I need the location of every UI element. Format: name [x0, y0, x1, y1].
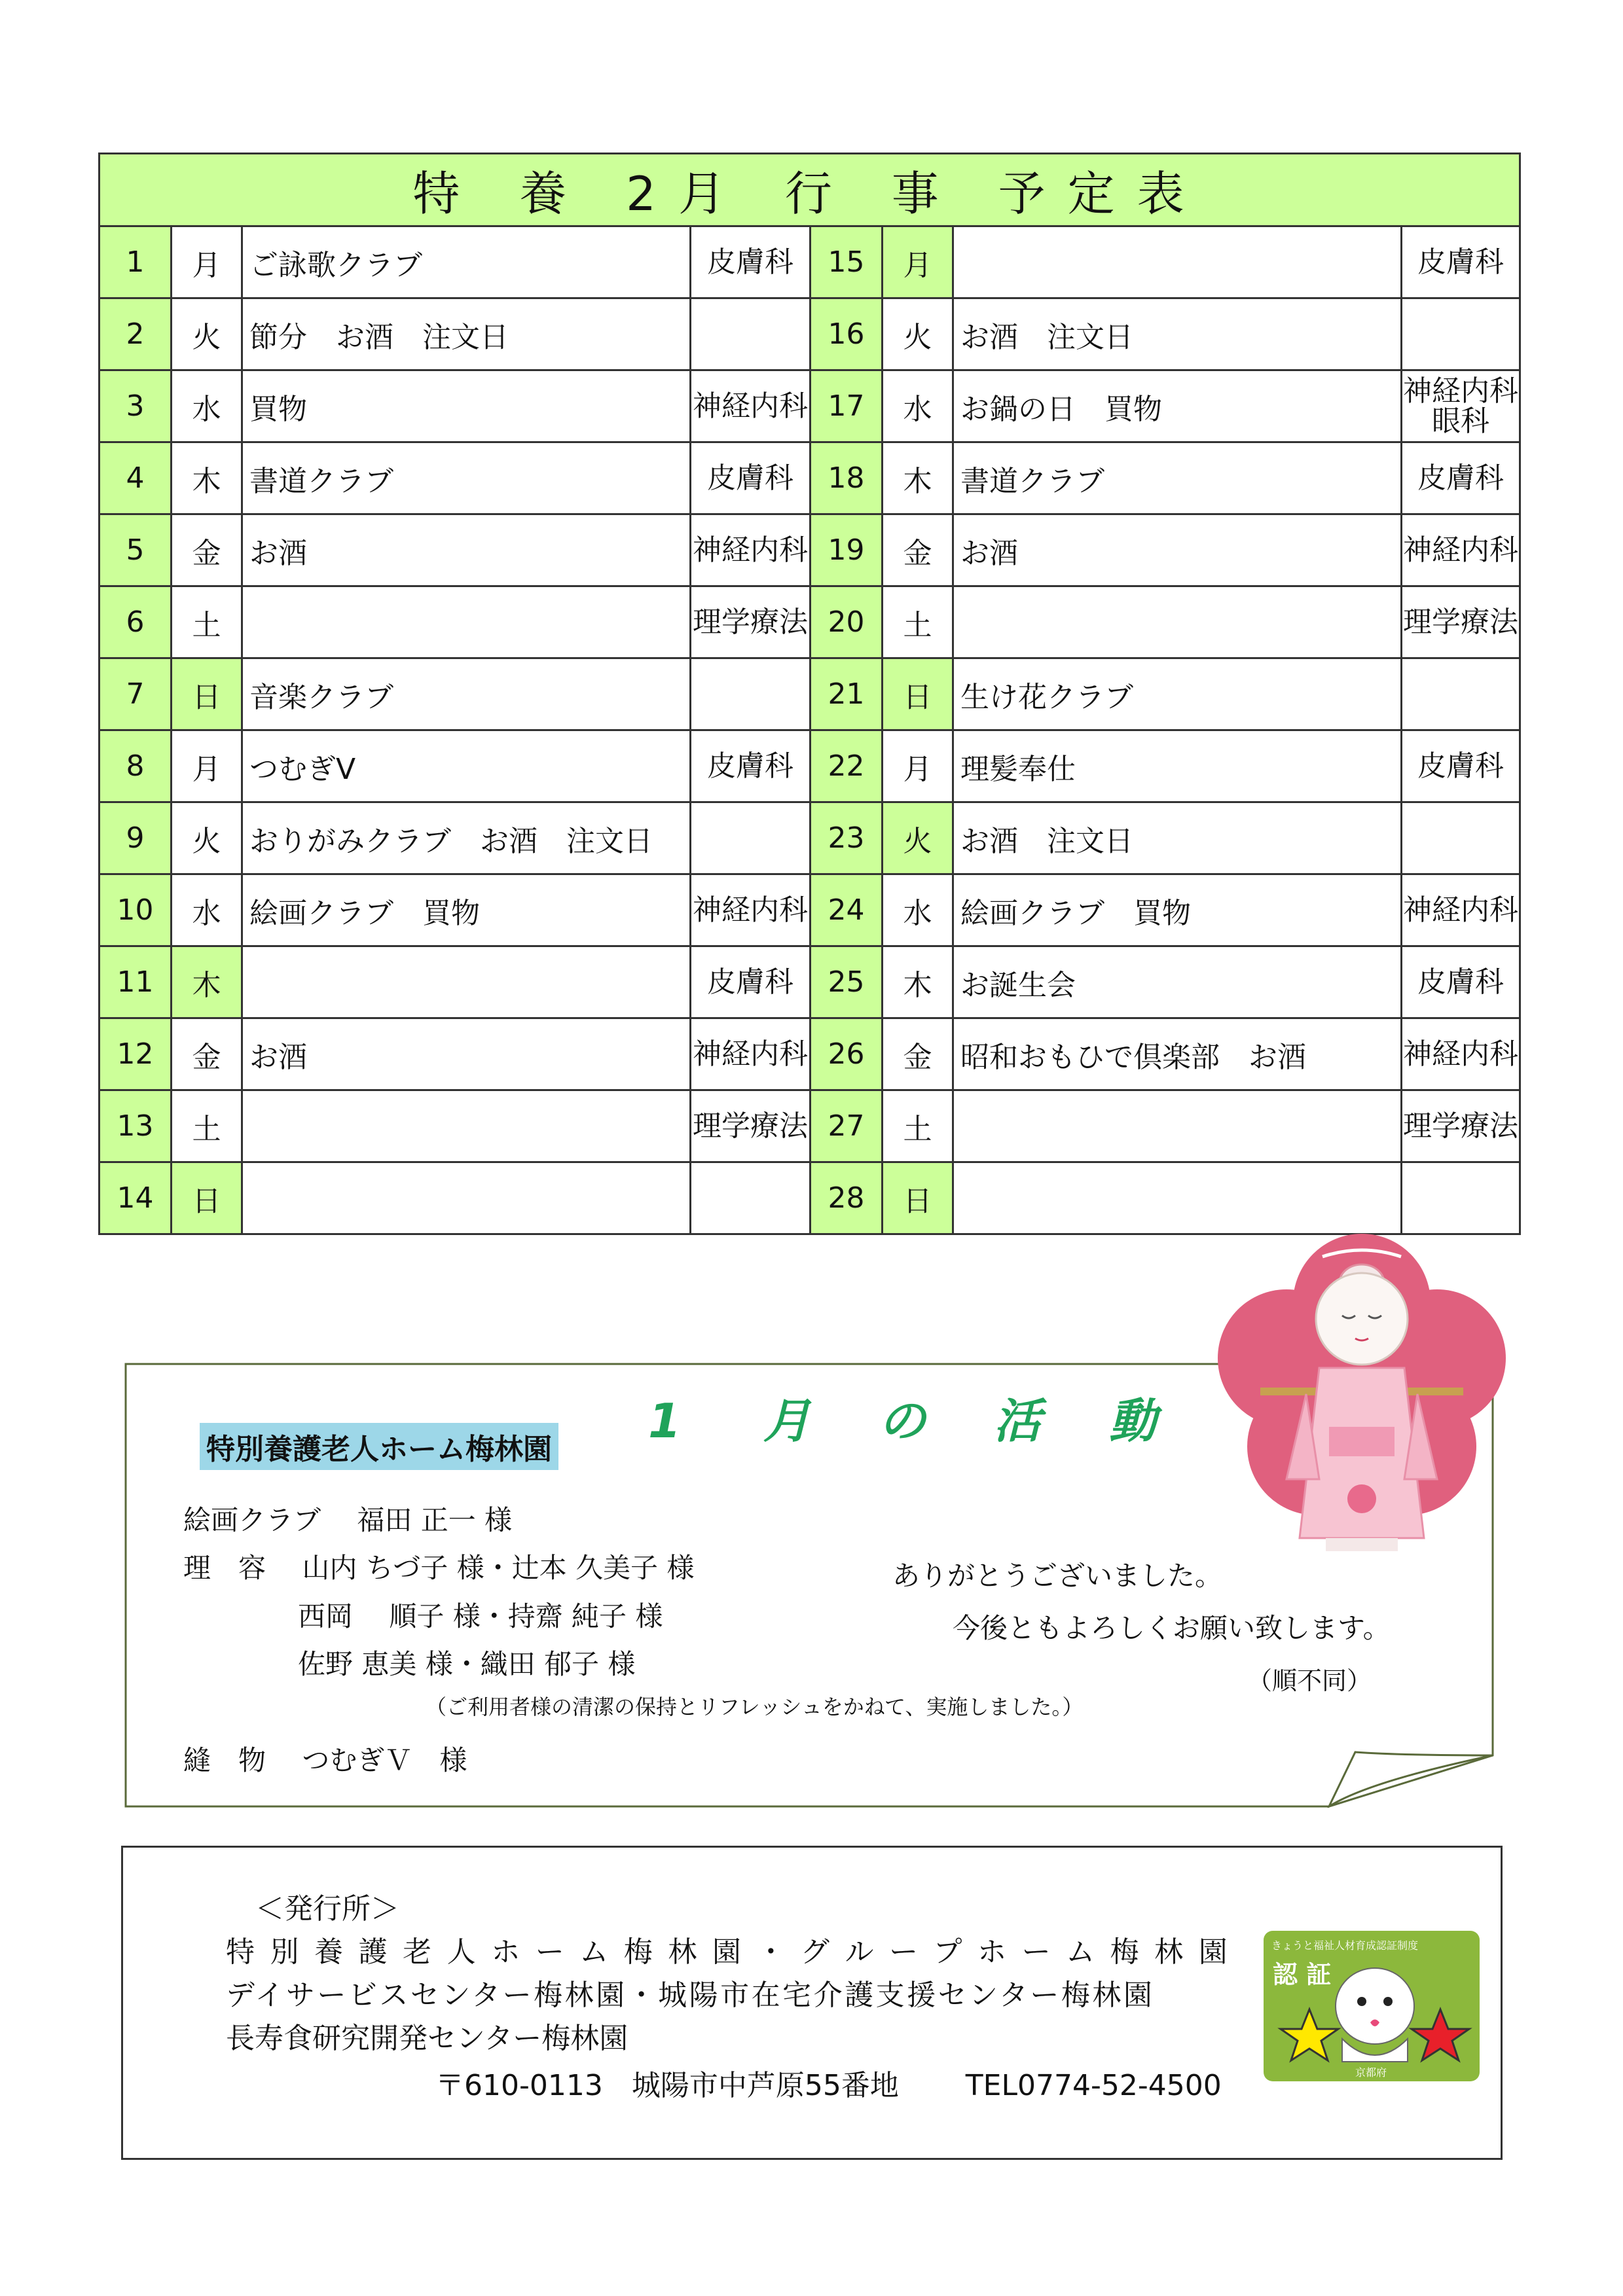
weekday-cell: 金: [172, 1018, 242, 1090]
event-cell: お酒 注文日: [953, 802, 1402, 874]
medical-dept-cell: 皮膚科: [691, 442, 811, 514]
event-cell: つむぎV: [242, 730, 691, 802]
day-number-cell: 17: [811, 370, 883, 442]
day-number-cell: 13: [100, 1090, 172, 1162]
medical-dept-cell: [1402, 658, 1520, 730]
thanks-line-1: ありがとうございました。: [892, 1560, 1223, 1592]
medical-dept-cell: [691, 298, 811, 370]
activity-title: 1 月 の 活 動: [648, 1393, 1157, 1448]
publisher-char: 梅: [623, 1935, 653, 1969]
badge-subtitle: きょうと福祉人材育成認証制度: [1271, 1939, 1419, 1952]
event-cell: 音楽クラブ: [242, 658, 691, 730]
medical-dept-cell: 神経内科: [1402, 1018, 1520, 1090]
day-number-cell: 8: [100, 730, 172, 802]
medical-dept-cell: 皮膚科: [691, 226, 811, 298]
medical-dept-cell: [691, 658, 811, 730]
day-number-cell: 16: [811, 298, 883, 370]
weekday-cell: 火: [883, 298, 953, 370]
day-number-cell: 27: [811, 1090, 883, 1162]
weekday-cell: 日: [883, 1162, 953, 1234]
weekday-cell: 土: [172, 586, 242, 658]
day-number-cell: 26: [811, 1018, 883, 1090]
event-cell: 絵画クラブ 買物: [953, 874, 1402, 946]
schedule-row: [100, 658, 1520, 730]
day-number-cell: 20: [811, 586, 883, 658]
weekday-cell: 土: [883, 586, 953, 658]
event-cell: 生け花クラブ: [953, 658, 1402, 730]
day-number-cell: 2: [100, 298, 172, 370]
schedule-row: [100, 802, 1520, 874]
schedule-title: 特 養 2月 行 事 予定表: [100, 154, 1520, 226]
weekday-cell: 水: [883, 874, 953, 946]
weekday-cell: 月: [883, 226, 953, 298]
event-cell: [242, 1090, 691, 1162]
event-cell: [242, 946, 691, 1018]
day-number-cell: 12: [100, 1018, 172, 1090]
medical-dept-cell: [1402, 802, 1520, 874]
thanks-line-2: 今後ともよろしくお願い致します。: [953, 1612, 1391, 1644]
schedule-row: [100, 874, 1520, 946]
event-cell: おりがみクラブ お酒 注文日: [242, 802, 691, 874]
medical-dept-cell: 皮膚科: [1402, 730, 1520, 802]
publisher-char: ー: [1021, 1935, 1051, 1969]
day-number-cell: 15: [811, 226, 883, 298]
weekday-cell: 月: [172, 226, 242, 298]
publisher-char: ー: [888, 1935, 918, 1969]
medical-dept-cell: 理学療法: [1402, 1090, 1520, 1162]
event-cell: お誕生会: [953, 946, 1402, 1018]
medical-dept-cell: 神経内科: [691, 370, 811, 442]
medical-dept-cell: 皮膚科: [1402, 226, 1520, 298]
schedule-row: [100, 298, 1520, 370]
medical-dept-cell: 神経内科: [691, 874, 811, 946]
schedule-row: [100, 730, 1520, 802]
publisher-char: 別: [270, 1935, 299, 1969]
medical-dept-cell: [1402, 298, 1520, 370]
day-number-cell: 14: [100, 1162, 172, 1234]
certification-badge: [1264, 1931, 1480, 2081]
facility-name-tag: 特別養護老人ホーム梅林園: [200, 1423, 558, 1470]
day-number-cell: 28: [811, 1162, 883, 1234]
publisher-char: ル: [845, 1935, 874, 1969]
schedule-row: [100, 442, 1520, 514]
order-note: （順不同）: [1247, 1666, 1372, 1695]
event-cell: [953, 586, 1402, 658]
day-number-cell: 19: [811, 514, 883, 586]
schedule-row: [100, 586, 1520, 658]
schedule-row: [100, 946, 1520, 1018]
badge-title: 認 証: [1273, 1960, 1332, 1989]
event-cell: 理髪奉仕: [953, 730, 1402, 802]
medical-dept-cell: 神経内科: [691, 514, 811, 586]
publisher-heading: ＜発行所＞: [255, 1892, 399, 1926]
day-number-cell: 18: [811, 442, 883, 514]
badge-org: 京都府: [1355, 2066, 1387, 2079]
event-cell: [953, 1162, 1402, 1234]
weekday-cell: 金: [883, 514, 953, 586]
day-number-cell: 4: [100, 442, 172, 514]
weekday-cell: 木: [883, 946, 953, 1018]
weekday-cell: 土: [883, 1090, 953, 1162]
medical-dept-cell: 理学療法: [691, 1090, 811, 1162]
weekday-cell: 火: [172, 298, 242, 370]
schedule-row: [100, 226, 1520, 298]
day-number-cell: 23: [811, 802, 883, 874]
event-cell: お酒 注文日: [953, 298, 1402, 370]
event-cell: お酒: [242, 1018, 691, 1090]
day-number-cell: 1: [100, 226, 172, 298]
activity-line-haircut: 理 容 山内 ちづ子 様・辻本 久美子 様: [183, 1552, 695, 1584]
day-number-cell: 10: [100, 874, 172, 946]
day-number-cell: 25: [811, 946, 883, 1018]
medical-dept-cell: 皮膚科: [691, 946, 811, 1018]
weekday-cell: 木: [172, 946, 242, 1018]
event-cell: ご詠歌クラブ: [242, 226, 691, 298]
plum-doll-illustration: [1208, 1230, 1516, 1584]
publisher-char: 人: [447, 1935, 476, 1969]
activity-line-haircut-2: 西岡 順子 様・持齋 純子 様: [298, 1600, 663, 1632]
event-cell: お鍋の日 買物: [953, 370, 1402, 442]
event-cell: [242, 586, 691, 658]
medical-dept-cell: 神経内科: [1402, 514, 1520, 586]
event-cell: 昭和おもひで倶楽部 お酒: [953, 1018, 1402, 1090]
weekday-cell: 木: [172, 442, 242, 514]
activity-line-sewing: 縫 物 つむぎＶ 様: [183, 1744, 467, 1776]
publisher-char: ホ: [977, 1935, 1007, 1969]
day-number-cell: 24: [811, 874, 883, 946]
publisher-char: ー: [535, 1935, 564, 1969]
publisher-char: 養: [314, 1935, 344, 1969]
day-number-cell: 3: [100, 370, 172, 442]
day-number-cell: 11: [100, 946, 172, 1018]
publisher-char: 園: [712, 1935, 741, 1969]
publisher-line-1: [226, 1928, 1228, 1970]
event-cell: 節分 お酒 注文日: [242, 298, 691, 370]
weekday-cell: 水: [172, 874, 242, 946]
schedule-row: [100, 514, 1520, 586]
weekday-cell: 金: [172, 514, 242, 586]
day-number-cell: 6: [100, 586, 172, 658]
medical-dept-cell: 神経内科 眼科: [1402, 370, 1520, 442]
publisher-char: 護: [358, 1935, 388, 1969]
publisher-char: ム: [1066, 1935, 1095, 1969]
event-cell: [953, 226, 1402, 298]
publisher-char: 梅: [1110, 1935, 1139, 1969]
medical-dept-cell: 皮膚科: [1402, 946, 1520, 1018]
publisher-char: 老: [403, 1935, 432, 1969]
activity-line-painting: 絵画クラブ 福田 正一 様: [183, 1504, 513, 1536]
event-cell: 書道クラブ: [953, 442, 1402, 514]
weekday-cell: 土: [172, 1090, 242, 1162]
publisher-char: ・: [756, 1935, 786, 1969]
weekday-cell: 日: [172, 658, 242, 730]
activity-note: （ご利用者様の清潔の保持とリフレッシュをかねて、実施しました。）: [426, 1695, 1084, 1719]
medical-dept-cell: 理学療法: [1402, 586, 1520, 658]
medical-dept-cell: 理学療法: [691, 586, 811, 658]
event-cell: 買物: [242, 370, 691, 442]
event-cell: お酒: [953, 514, 1402, 586]
weekday-cell: 月: [172, 730, 242, 802]
day-number-cell: 22: [811, 730, 883, 802]
day-number-cell: 7: [100, 658, 172, 730]
weekday-cell: 火: [172, 802, 242, 874]
event-cell: [953, 1090, 1402, 1162]
event-cell: 絵画クラブ 買物: [242, 874, 691, 946]
schedule-row: [100, 1162, 1520, 1234]
medical-dept-cell: 皮膚科: [691, 730, 811, 802]
publisher-char: 林: [1154, 1935, 1184, 1969]
weekday-cell: 金: [883, 1018, 953, 1090]
day-number-cell: 21: [811, 658, 883, 730]
medical-dept-cell: [691, 802, 811, 874]
publisher-char: グ: [800, 1935, 830, 1969]
medical-dept-cell: 神経内科: [1402, 874, 1520, 946]
day-number-cell: 9: [100, 802, 172, 874]
publisher-char: 特: [226, 1935, 255, 1969]
publisher-char: 園: [1198, 1935, 1228, 1969]
day-number-cell: 5: [100, 514, 172, 586]
schedule-row: [100, 1090, 1520, 1162]
weekday-cell: 月: [883, 730, 953, 802]
activity-line-haircut-3: 佐野 恵美 様・織田 郁子 様: [298, 1648, 636, 1680]
publisher-line-2: デイサービスセンター梅林園・城陽市在宅介護支援センター梅林園: [226, 1979, 1155, 2012]
medical-dept-cell: 皮膚科: [1402, 442, 1520, 514]
schedule-row: [100, 1018, 1520, 1090]
schedule-body: [100, 226, 1520, 1234]
weekday-cell: 火: [883, 802, 953, 874]
weekday-cell: 日: [883, 658, 953, 730]
weekday-cell: 水: [883, 370, 953, 442]
event-cell: [242, 1162, 691, 1234]
schedule-row: [100, 370, 1520, 442]
publisher-char: ム: [579, 1935, 609, 1969]
event-cell: お酒: [242, 514, 691, 586]
weekday-cell: 水: [172, 370, 242, 442]
publisher-char: プ: [933, 1935, 962, 1969]
medical-dept-cell: [691, 1162, 811, 1234]
medical-dept-cell: 神経内科: [691, 1018, 811, 1090]
medical-dept-cell: [1402, 1162, 1520, 1234]
badge-mascot-icon: [1264, 1931, 1480, 2081]
weekday-cell: 木: [883, 442, 953, 514]
publisher-line-3: 長寿食研究開発センター梅林園: [226, 2022, 629, 2055]
publisher-char: 林: [668, 1935, 697, 1969]
schedule-table: [98, 152, 1521, 1235]
publisher-char: ホ: [491, 1935, 520, 1969]
weekday-cell: 日: [172, 1162, 242, 1234]
event-cell: 書道クラブ: [242, 442, 691, 514]
publisher-address: 〒610-0113 城陽市中芦原55番地 TEL0774-52-4500: [435, 2069, 1222, 2102]
